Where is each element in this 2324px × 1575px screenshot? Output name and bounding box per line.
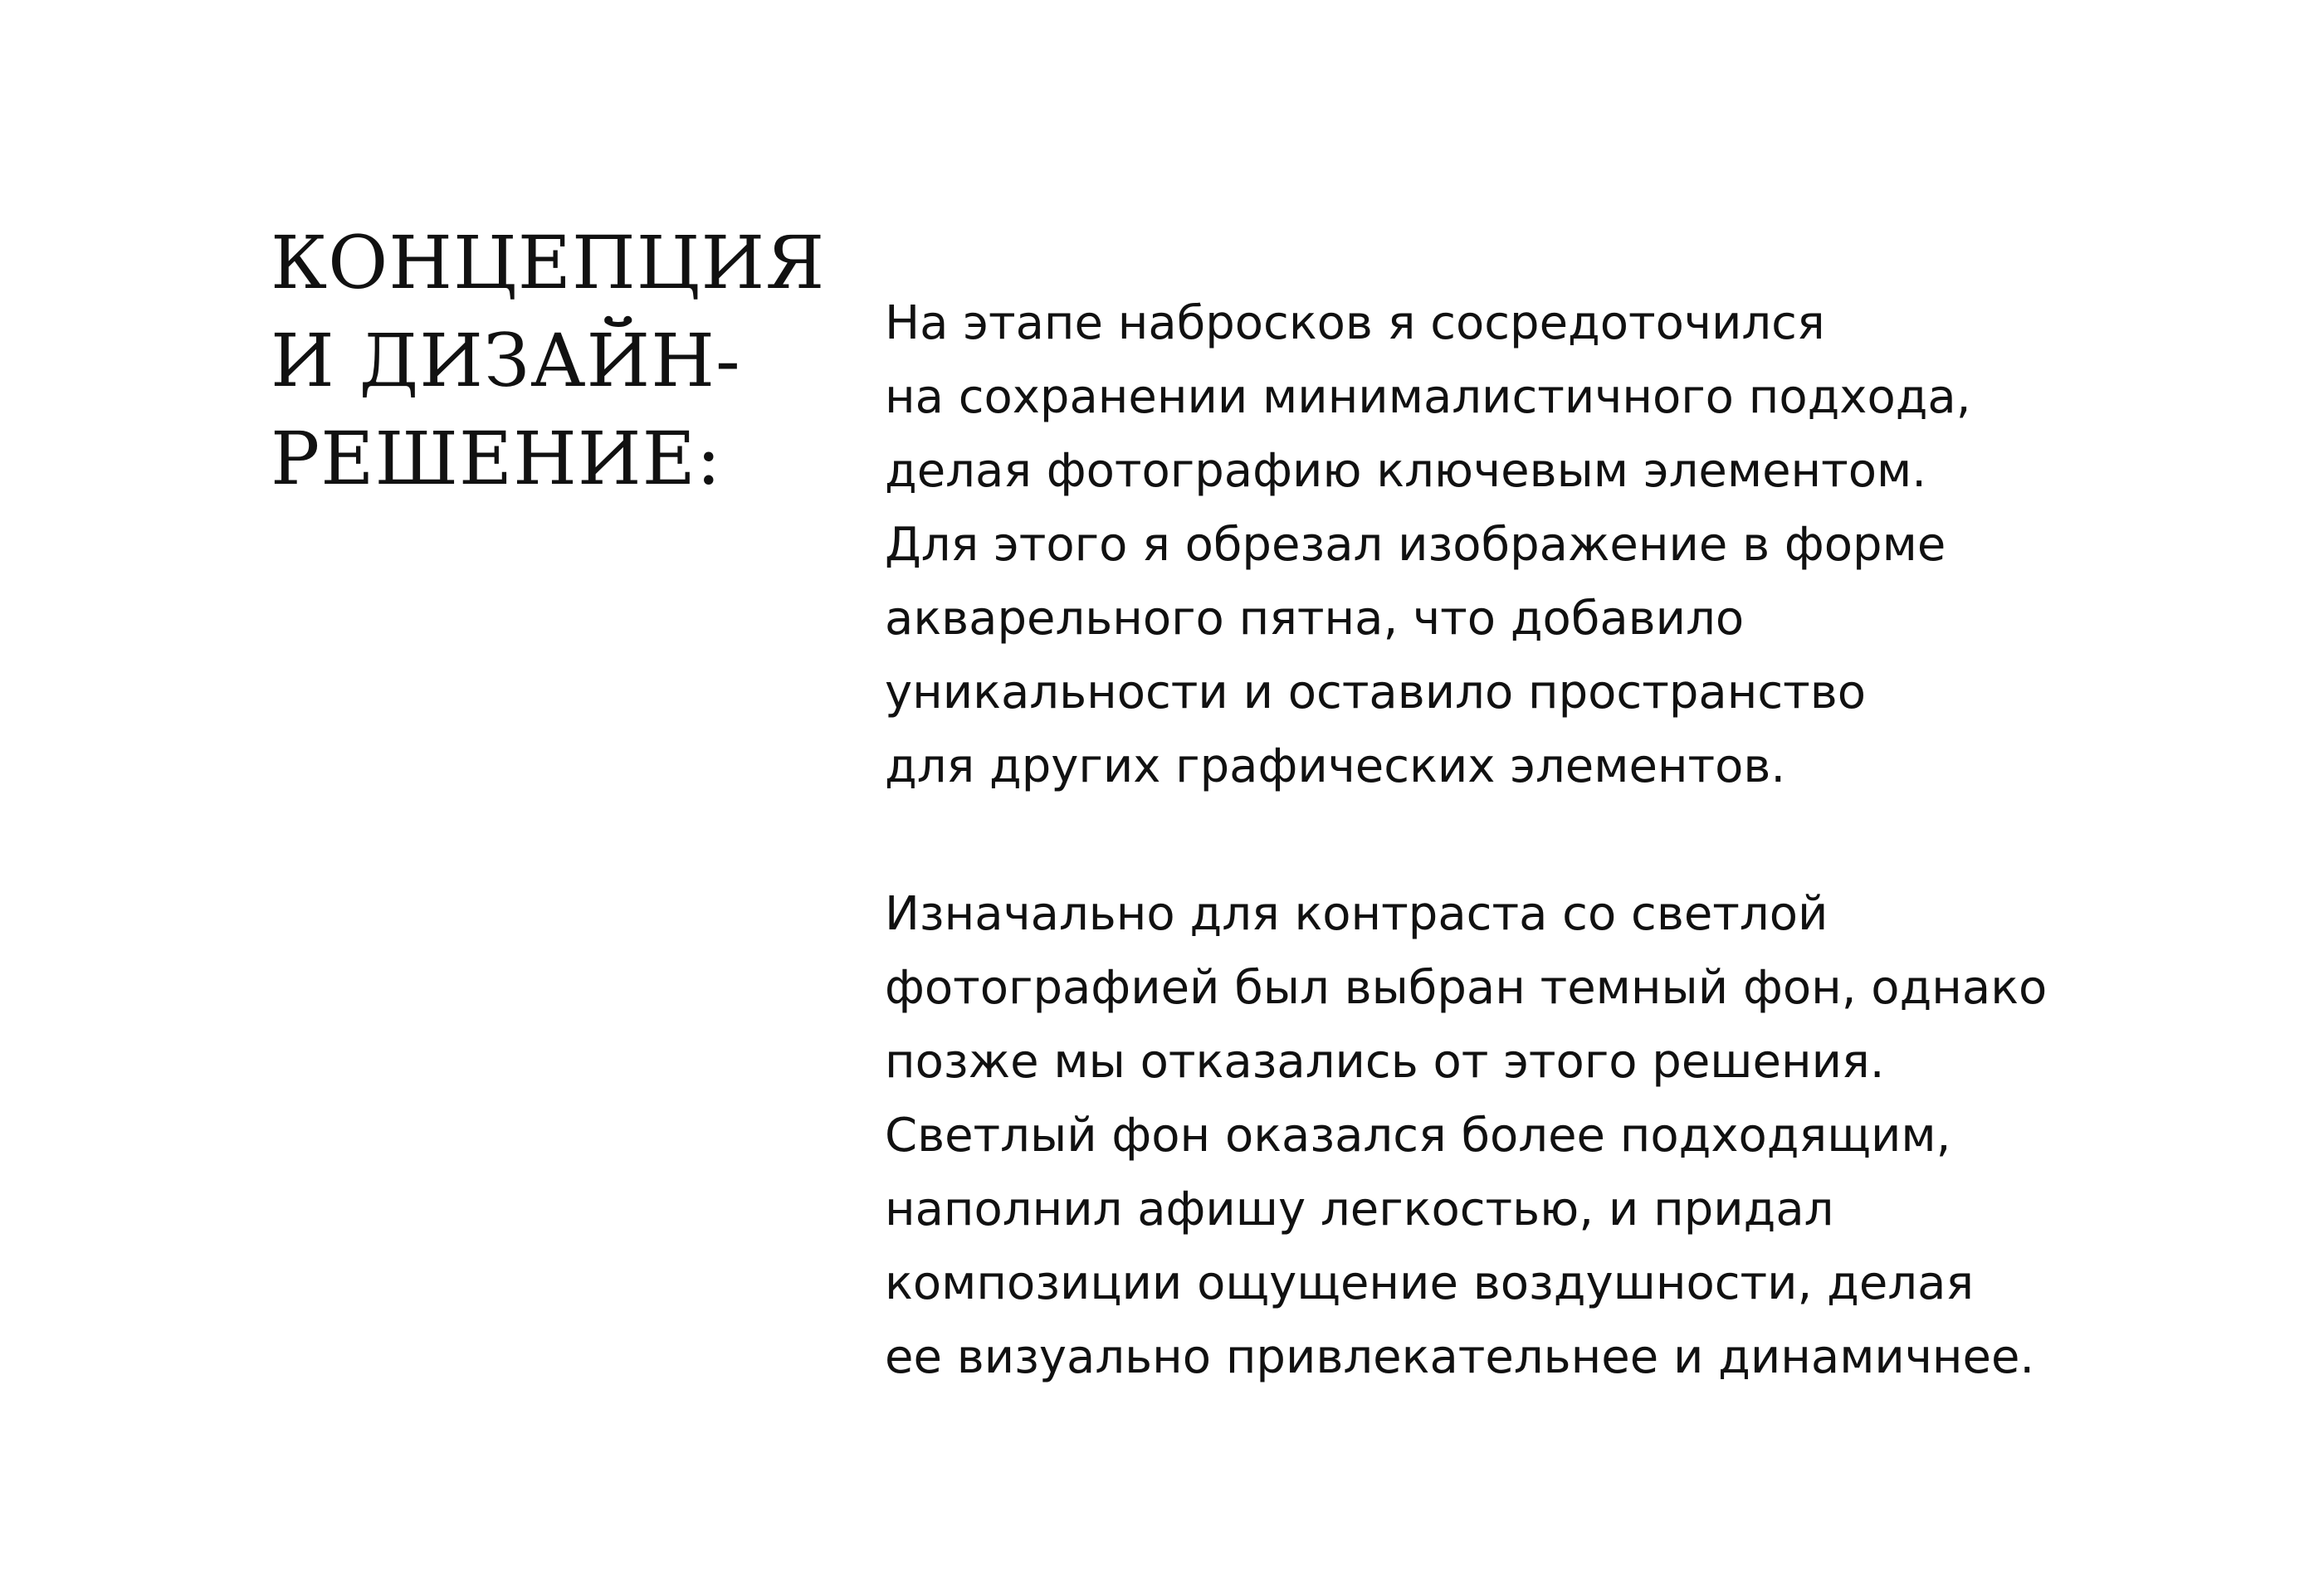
paragraph-line: Светлый фон оказался более подходящим, [885,1109,1951,1163]
paragraph-line: акварельного пятна, что добавило [885,592,1745,646]
heading-line: РЕШЕНИЕ: [271,416,722,501]
paragraph-line: позже мы отказались от этого решения. [885,1035,1885,1089]
section-heading [271,214,852,508]
paragraph-background [885,877,2213,1394]
paragraph-line: наполнил афишу легкостью, и придал [885,1182,1834,1236]
paragraph-line: композиции ощущение воздушности, делая [885,1256,1975,1310]
paragraph-line: делая фотографию ключевым элементом. [885,444,1927,498]
heading-line: И ДИЗАЙН- [271,318,741,403]
paragraph-line: На этапе набросков я сосредоточился [885,296,1825,350]
body-text [885,286,2213,1394]
paragraph-line: Для этого я обрезал изображение в форме [885,518,1946,572]
paragraph-sketches [885,286,2213,803]
paragraph-line: уникальности и оставило пространство [885,666,1866,719]
paragraph-line: фотографией был выбран темный фон, однако [885,961,2048,1015]
paragraph-line: на сохранении минималистичного подхода, [885,370,1971,424]
paragraph-line: Изначально для контраста со светлой [885,887,1828,941]
paragraph-line: для других графических элементов. [885,739,1786,793]
paragraph-line: ее визуально привлекательнее и динамичнее. [885,1330,2035,1384]
heading-line: КОНЦЕПЦИЯ [271,220,826,305]
